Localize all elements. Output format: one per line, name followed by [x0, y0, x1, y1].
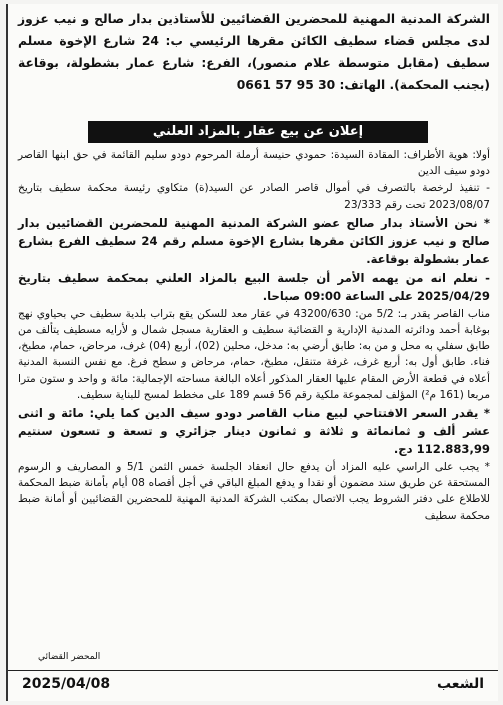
- announcement-body: [18, 147, 490, 525]
- payment-terms-paragraph: * يجب على الراسي عليه المزاد أن يدفع حال انعقاد الجلسة خمس الثمن 5/1 و المصاريف و الرسوم المستحقة عن طريق سند مضمون أو نقدا و يدفع المبلغ الباقي في أجل أقصاه 08 أيام بأمانة ضبط المحكمة للاطلاع على دفتر الشروط يجب الاتصال بمكتب الشركة المدنية المهنية للمحضرين القضائيين أو أمانة ضبط محكمة سطيف: [18, 461, 490, 522]
- auction-date-paragraph: - نعلم انه من يهمه الأمر أن جلسة البيع بالمزاد العلني بمحكمة سطيف بتاريخ 2025/04/29 على الساعة 09:00 صباحا.: [18, 270, 490, 303]
- newspaper-page: [6, 4, 498, 701]
- authorization-paragraph: - تنفيذ لرخصة بالتصرف في أموال قاصر الصادر عن السيد(ة) متكاوي رئيسة محكمة سطيف بتاريخ 2023/08/07 تحت رقم 23/333: [18, 182, 490, 211]
- property-description-paragraph: مناب القاصر يقدر بـ: 5/2 من: 43200/630 في عقار معد للسكن يقع بتراب بلدية سطيف حي بحياوي نهج بوغابة أحمد ودائرته المدنية الإدارية و القضائية سطيف و العقارية مسجل شمال و لأرايه مسطيف يتألف من طابق سفلي به محل و من به: طابق أرضي به: مدخل، محلين (02)، أربع (04) غرف، مرحاض، حمام، مطبخ، فناء. طابق أول به: أربع غرف، غرفة متنقل، مطبخ، حمام، مرحاض و سطح فرغ. مع نفس النسبة المدنية أعلاه في قطعة الأرض المقام عليها العقار المذكور أعلاه البالغة مساحته الإجمالية: مائة و واحد و ستون مترا مربعا (161 م²) المؤلف لمجموعة ملكية رقم 56 قسم 189 على مخطط لمسح للبناية سطيف.: [18, 307, 491, 401]
- parties-paragraph: أولا: هوية الأطراف: المقادة السيدة: حمودي حنيسة أرملة المرحوم دودو سليم القائمة في حق ابنها القاصر دودو سيف الدين: [18, 149, 490, 178]
- publication-date: 2025/04/08: [22, 676, 111, 692]
- opening-price-paragraph: * يقدر السعر الافتتاحي لبيع مناب القاصر دودو سيف الدين كما يلي: مائة و اثنى عشر ألف و ثمانمائة و ثلاثة و ثمانون دينار جزائري و تسعة و تسعون سنتيم 112.883,99 دج.: [18, 406, 490, 457]
- bailiff-paragraph: * نحن الأستاذ بدار صالح عضو الشركة المدنية المهنية للمحضرين القضائيين بدار صالح و نيب عزوز الكائن مقرها بشارع الإخوة مسلم رقم 24 سطيف الفرع بشارع عمار بشطولة بوقاعة.: [18, 215, 491, 266]
- newspaper-name: الشعب: [436, 676, 484, 692]
- announcement-title: إعلان عن بيع عقار بالمزاد العلني: [88, 121, 428, 143]
- office-header: الشركة المدنية المهنية للمحضرين القضائيين للأستاذين بدار صالح و نيب عزوز لدى مجلس قضاء سطيف الكائن مقرها الرئيسي ب: 24 شارع الإخوة مسلم سطيف (مقابل متوسطة علام منصور)، الفرع: شارع عمار بشطولة، بوقاعة (بجنب المحكمة). الهاتف: 30 95 57 0661: [18, 12, 490, 92]
- signature-label: المحضر القضائي: [38, 652, 101, 662]
- newspaper-footer: [8, 670, 498, 697]
